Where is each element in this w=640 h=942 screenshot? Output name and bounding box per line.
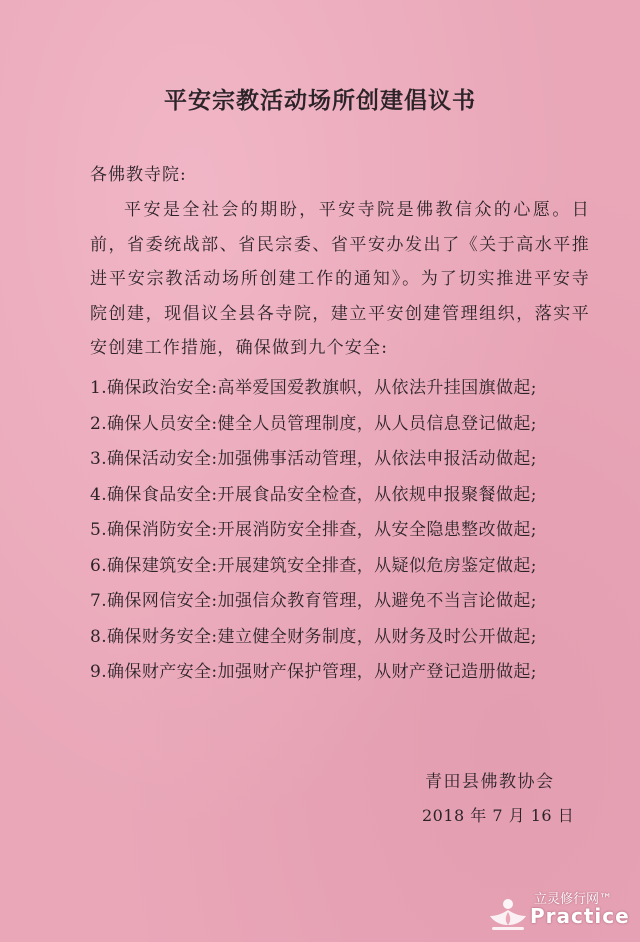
list-item: 8.确保财务安全:建立健全财务制度，从财务及时公开做起; <box>90 626 537 647</box>
intro-paragraph: 平安是全社会的期盼，平安寺院是佛教信众的心愿。日前，省委统战部、省民宗委、省平安办发出了《关于高水平推进平安宗教活动场所创建工作的通知》。为了切实推进平安寺院创建，现倡议全县各寺院，建立平安创建管理组织，落实平安创建工作措施，确保做到九个安全: <box>90 200 590 359</box>
lotus-logo-icon <box>486 890 530 934</box>
watermark <box>486 884 634 936</box>
list-item: 1.确保政治安全:高举爱国爱教旗帜，从依法升挂国旗做起; <box>90 378 537 398</box>
signature-date: 2018 年 7 月 16 日 <box>422 806 575 825</box>
salutation: 各佛教寺院: <box>90 165 187 185</box>
list-item: 7.确保网信安全:加强信众教育管理，从避免不当言论做起; <box>90 591 537 611</box>
list-item: 6.确保建筑安全:开展建筑安全排查，从疑似危房鉴定做起; <box>90 555 537 576</box>
watermark-english-text: Practice <box>530 904 630 928</box>
list-item: 4.确保食品安全:开展食品安全检查，从依规申报聚餐做起; <box>90 484 537 505</box>
list-item: 9.确保财产安全:加强财产保护管理，从财产登记造册做起; <box>90 662 537 682</box>
signature-organization: 青田县佛教协会 <box>425 772 555 792</box>
safety-items-list <box>90 371 600 691</box>
document-title: 平安宗教活动场所创建倡议书 <box>164 87 476 114</box>
list-item: 2.确保人员安全:健全人员管理制度，从人员信息登记做起; <box>90 413 537 434</box>
list-item: 3.确保活动安全:加强佛事活动管理，从依法申报活动做起; <box>90 449 537 469</box>
watermark-chinese-text: 立灵修行网™ <box>534 892 613 907</box>
list-item: 5.确保消防安全:开展消防安全排查，从安全隐患整改做起; <box>90 520 537 540</box>
